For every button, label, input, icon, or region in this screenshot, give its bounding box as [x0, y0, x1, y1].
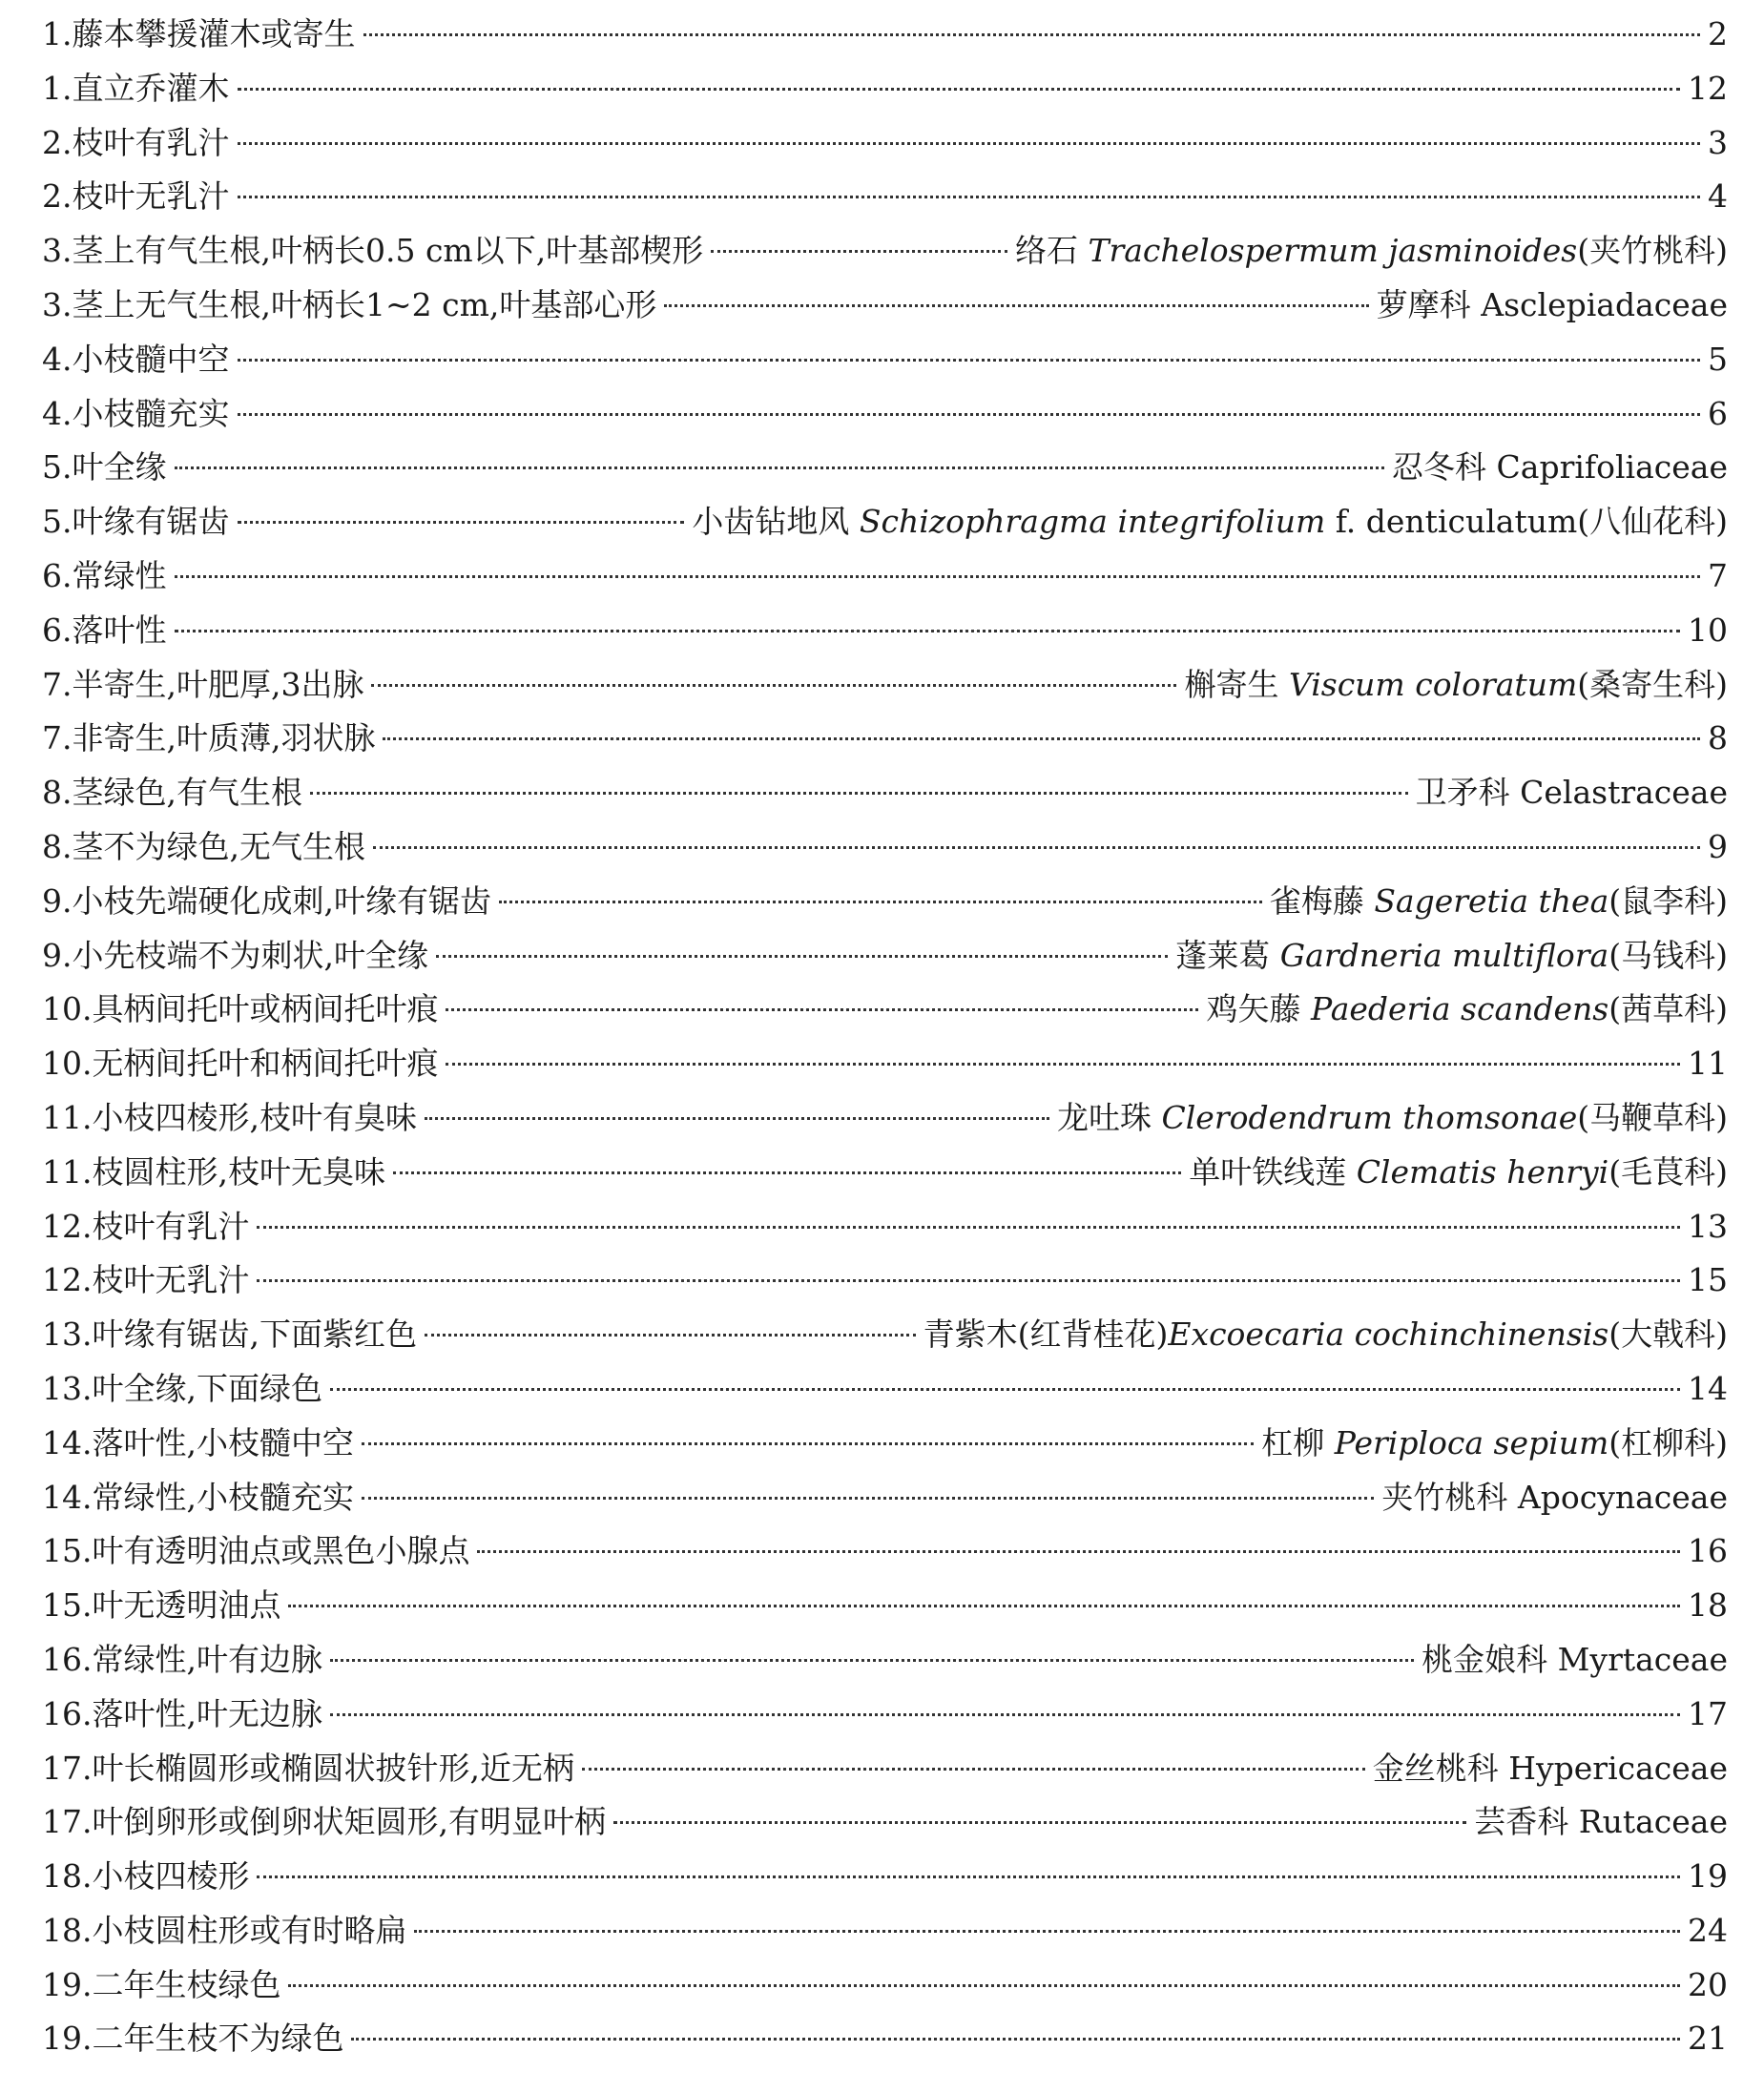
key-entry-target: [1708, 549, 1728, 604]
key-entry-target: [1688, 62, 1728, 116]
target-family-or-step: 17: [1688, 1694, 1728, 1732]
key-entry-description: 10.具柄间托叶或柄间托叶痕: [42, 990, 439, 1028]
dot-leader: [330, 1388, 1680, 1391]
key-entry-description: 18.小枝圆柱形或有时略扁: [42, 1911, 407, 1949]
key-entry-description: 8.茎绿色,有气生根: [42, 774, 302, 812]
dot-leader: [257, 1226, 1680, 1229]
target-common-name: 鸡矢藤: [1206, 990, 1311, 1028]
key-entry-target: [1688, 1200, 1728, 1254]
key-entry: [42, 1362, 1728, 1417]
key-entry: [42, 1091, 1728, 1146]
target-family-or-step: 3: [1708, 123, 1728, 161]
key-entry: [42, 1200, 1728, 1254]
key-entry-description: 19.二年生枝绿色: [42, 1965, 281, 2003]
target-family-or-step: 21: [1688, 2020, 1728, 2058]
key-entry: [42, 279, 1728, 333]
target-family-or-step: 10: [1688, 611, 1728, 649]
key-entry-target: [1688, 1524, 1728, 1579]
key-entry: [42, 1308, 1728, 1362]
target-family-or-step: (马钱科): [1608, 936, 1728, 974]
key-entry-target: [1474, 1795, 1728, 1850]
target-family-or-step: (杠柳科): [1608, 1423, 1728, 1461]
key-entry-description: 13.叶缘有锯齿,下面紫红色: [42, 1316, 417, 1354]
key-entry-description: 14.落叶性,小枝髓中空: [42, 1423, 354, 1461]
key-entry-target: [1708, 387, 1728, 442]
dot-leader: [613, 1821, 1466, 1824]
key-entry-target: [1373, 1742, 1728, 1796]
target-family-or-step: 芸香科 Rutaceae: [1474, 1803, 1728, 1841]
target-common-name: 蓬莱葛: [1175, 936, 1280, 974]
key-entry: [42, 224, 1728, 279]
identification-key-page: [0, 8, 1764, 2093]
key-entry-description: 18.小枝四棱形: [42, 1857, 250, 1896]
target-family-or-step: 夹竹桃科 Apocynaceae: [1381, 1478, 1728, 1516]
dot-leader: [175, 630, 1681, 632]
target-scientific-name: Periploca sepium: [1334, 1423, 1609, 1461]
key-entry: [42, 441, 1728, 495]
key-entry: [42, 1633, 1728, 1688]
dot-leader: [238, 413, 1701, 416]
target-family-or-step: 忍冬科 Caprifoliaceae: [1392, 448, 1728, 487]
key-entry: [42, 1146, 1728, 1200]
key-entry-description: 16.常绿性,叶有边脉: [42, 1640, 322, 1678]
dot-leader: [373, 846, 1700, 849]
key-entry-description: 6.常绿性: [42, 556, 167, 594]
dot-leader: [362, 1497, 1374, 1500]
key-list: [42, 8, 1728, 2066]
key-entry: [42, 983, 1728, 1037]
key-entry-description: 15.叶无透明油点: [42, 1586, 281, 1625]
key-entry: [42, 1471, 1728, 1525]
key-entry-target: [1184, 658, 1728, 713]
target-family-or-step: 13: [1688, 1207, 1728, 1245]
key-entry-description: 14.常绿性,小枝髓充实: [42, 1478, 354, 1516]
key-entry-description: 2.枝叶有乳汁: [42, 123, 230, 161]
key-entry-description: 10.无柄间托叶和柄间托叶痕: [42, 1045, 439, 1083]
target-common-name: 青紫木(红背桂花): [923, 1316, 1169, 1354]
target-common-name: 小齿钻地风: [692, 503, 860, 541]
key-entry-description: 12.枝叶有乳汁: [42, 1207, 250, 1245]
target-family-or-step: 19: [1688, 1857, 1728, 1896]
target-scientific-name: Sageretia thea: [1374, 881, 1609, 920]
key-entry-description: 17.叶长椭圆形或椭圆状披针形,近无柄: [42, 1749, 574, 1787]
key-entry: [42, 8, 1728, 62]
target-common-name: 龙吐珠: [1056, 1098, 1162, 1136]
key-entry-target: [924, 1308, 1728, 1362]
dot-leader: [175, 575, 1701, 578]
dot-leader: [257, 1279, 1680, 1282]
key-entry: [42, 116, 1728, 171]
key-entry-target: [1270, 875, 1728, 929]
key-entry-target: [1422, 1633, 1728, 1688]
key-entry-target: [1688, 1254, 1728, 1308]
target-family-or-step: 15: [1688, 1261, 1728, 1299]
target-family-or-step: 金丝桃科 Hypericaceae: [1372, 1749, 1728, 1787]
target-family-or-step: 桃金娘科 Myrtaceae: [1422, 1640, 1728, 1678]
key-entry-description: 8.茎不为绿色,无气生根: [42, 827, 365, 865]
target-family-or-step: (毛茛科): [1608, 1152, 1728, 1191]
target-scientific-name: Clematis henryi: [1356, 1152, 1609, 1191]
dot-leader: [363, 33, 1701, 36]
target-family-or-step: 4: [1708, 177, 1728, 216]
target-family-or-step: 11: [1688, 1045, 1728, 1083]
target-family-or-step: 6: [1708, 394, 1728, 432]
key-entry: [42, 333, 1728, 387]
key-entry-description: 1.直立乔灌木: [42, 69, 230, 107]
key-entry: [42, 875, 1728, 929]
target-family-or-step: 14: [1688, 1369, 1728, 1407]
target-scientific-name: Schizophragma integrifolium: [859, 503, 1326, 541]
key-entry: [42, 1524, 1728, 1579]
dot-leader: [425, 1334, 916, 1337]
dot-leader: [362, 1442, 1254, 1445]
key-entry-description: 19.二年生枝不为绿色: [42, 2020, 344, 2058]
key-entry: [42, 62, 1728, 116]
key-entry-target: [1688, 2012, 1728, 2066]
key-entry-target: [1688, 1362, 1728, 1417]
key-entry-target: [1057, 1091, 1728, 1146]
dot-leader: [238, 521, 685, 524]
key-entry-description: 17.叶倒卵形或倒卵状矩圆形,有明显叶柄: [42, 1803, 606, 1841]
dot-leader: [238, 359, 1701, 362]
target-common-name: 槲寄生: [1184, 665, 1289, 703]
key-entry: [42, 1904, 1728, 1958]
dot-leader: [238, 196, 1701, 198]
key-entry-description: 15.叶有透明油点或黑色小腺点: [42, 1532, 470, 1570]
key-entry-description: 7.半寄生,叶肥厚,3出脉: [42, 665, 364, 703]
key-entry-target: [1688, 604, 1728, 658]
key-entry-target: [1175, 929, 1728, 984]
key-entry-target: [1688, 1904, 1728, 1958]
key-entry: [42, 712, 1728, 766]
key-entry-target: [1688, 1579, 1728, 1633]
key-entry-target: [1708, 712, 1728, 766]
key-entry: [42, 1417, 1728, 1471]
key-entry-description: 7.非寄生,叶质薄,羽状脉: [42, 719, 376, 757]
key-entry-target: [1688, 1958, 1728, 2013]
dot-leader: [582, 1768, 1365, 1771]
target-family-or-step: (马鞭草科): [1577, 1098, 1728, 1136]
dot-leader: [499, 901, 1262, 903]
dot-leader: [446, 1063, 1680, 1066]
target-common-name: 络石: [1014, 232, 1089, 270]
target-family-or-step: 16: [1688, 1532, 1728, 1570]
key-entry-target: [1688, 1850, 1728, 1904]
target-family-or-step: (大戟科): [1608, 1316, 1728, 1354]
target-scientific-name: Viscum coloratum: [1288, 665, 1578, 703]
target-family-or-step: (桑寄生科): [1577, 665, 1728, 703]
target-family-or-step: 8: [1708, 719, 1728, 757]
dot-leader: [238, 142, 1701, 145]
target-family-or-step: (茜草科): [1608, 990, 1728, 1028]
key-entry-description: 11.小枝四棱形,枝叶有臭味: [42, 1098, 417, 1136]
key-entry-target: [1708, 116, 1728, 171]
target-family-or-step: 5: [1708, 340, 1728, 378]
dot-leader: [383, 737, 1700, 740]
dot-leader: [436, 955, 1168, 958]
key-entry-description: 3.茎上无气生根,叶柄长1~2 cm,叶基部心形: [42, 285, 657, 323]
target-scientific-name: Excoecaria cochinchinensis: [1168, 1316, 1609, 1354]
key-entry: [42, 549, 1728, 604]
dot-leader: [257, 1875, 1680, 1878]
key-entry-description: 16.落叶性,叶无边脉: [42, 1694, 322, 1732]
key-entry-description: 9.小枝先端硬化成刺,叶缘有锯齿: [42, 881, 491, 920]
key-entry-description: 4.小枝髓充实: [42, 394, 230, 432]
dot-leader: [711, 250, 1007, 253]
target-family-or-step: (鼠李科): [1608, 881, 1728, 920]
key-entry-target: [1708, 8, 1728, 62]
key-entry: [42, 1795, 1728, 1850]
target-family-or-step: 18: [1688, 1586, 1728, 1625]
target-family-or-step: 20: [1688, 1965, 1728, 2003]
key-entry-description: 12.枝叶无乳汁: [42, 1261, 250, 1299]
dot-leader: [310, 792, 1408, 795]
key-entry-target: [1261, 1417, 1728, 1471]
key-entry-description: 2.枝叶无乳汁: [42, 177, 230, 216]
target-family-or-step: (夹竹桃科): [1577, 232, 1728, 270]
key-entry: [42, 1742, 1728, 1796]
key-entry: [42, 1958, 1728, 2013]
dot-leader: [288, 1605, 1680, 1607]
dot-leader: [288, 1984, 1680, 1987]
dot-leader: [414, 1930, 1680, 1933]
key-entry: [42, 2012, 1728, 2066]
dot-leader: [330, 1713, 1680, 1716]
target-scientific-name: Paederia scandens: [1310, 990, 1609, 1028]
key-entry-target: [1189, 1146, 1728, 1200]
key-entry-description: 9.小先枝端不为刺状,叶全缘: [42, 936, 428, 974]
key-entry-target: [1688, 1688, 1728, 1742]
target-family-or-step: 萝摩科 Asclepiadaceae: [1376, 285, 1728, 323]
key-entry: [42, 1579, 1728, 1633]
dot-leader: [446, 1008, 1198, 1011]
key-entry-description: 6.落叶性: [42, 611, 167, 649]
key-entry-target: [692, 495, 1728, 549]
target-scientific-name: Gardneria multiflora: [1279, 936, 1609, 974]
key-entry: [42, 170, 1728, 224]
target-scientific-name: Trachelospermum jasminoides: [1088, 232, 1578, 270]
key-entry-description: 4.小枝髓中空: [42, 340, 230, 378]
target-family-or-step: f. denticulatum(八仙花科): [1325, 503, 1728, 541]
key-entry: [42, 766, 1728, 820]
key-entry: [42, 1037, 1728, 1091]
key-entry-description: 5.叶缘有锯齿: [42, 503, 230, 541]
key-entry-target: [1381, 1471, 1728, 1525]
key-entry-target: [1206, 983, 1728, 1037]
target-family-or-step: 12: [1688, 69, 1728, 107]
target-common-name: 单叶铁线莲: [1189, 1152, 1357, 1191]
key-entry-description: 5.叶全缘: [42, 448, 167, 487]
target-family-or-step: 2: [1708, 15, 1728, 52]
dot-leader: [393, 1171, 1181, 1174]
key-entry: [42, 1688, 1728, 1742]
dot-leader: [425, 1117, 1049, 1120]
key-entry-target: [1688, 1037, 1728, 1091]
target-family-or-step: 卫矛科 Celastraceae: [1415, 774, 1728, 812]
key-entry: [42, 387, 1728, 442]
key-entry-target: [1416, 766, 1728, 820]
key-entry: [42, 495, 1728, 549]
dot-leader: [477, 1550, 1680, 1553]
key-entry: [42, 1254, 1728, 1308]
target-family-or-step: 24: [1688, 1911, 1728, 1949]
key-entry-description: 11.枝圆柱形,枝叶无臭味: [42, 1152, 385, 1191]
key-entry-description: 1.藤本攀援灌木或寄生: [42, 15, 356, 52]
target-family-or-step: 9: [1708, 827, 1728, 865]
key-entry: [42, 1850, 1728, 1904]
dot-leader: [330, 1659, 1414, 1662]
dot-leader: [175, 466, 1385, 469]
target-common-name: 雀梅藤: [1269, 881, 1375, 920]
key-entry-description: 13.叶全缘,下面绿色: [42, 1369, 322, 1407]
key-entry-target: [1392, 441, 1728, 495]
target-family-or-step: 7: [1708, 556, 1728, 594]
key-entry: [42, 658, 1728, 713]
dot-leader: [664, 304, 1368, 307]
key-entry: [42, 929, 1728, 984]
target-scientific-name: Clerodendrum thomsonae: [1161, 1098, 1578, 1136]
target-common-name: 杠柳: [1261, 1423, 1335, 1461]
key-entry: [42, 604, 1728, 658]
dot-leader: [238, 88, 1681, 91]
key-entry-target: [1015, 224, 1728, 279]
dot-leader: [351, 2038, 1680, 2041]
key-entry-target: [1708, 333, 1728, 387]
key-entry-target: [1377, 279, 1728, 333]
key-entry-description: 3.茎上有气生根,叶柄长0.5 cm以下,叶基部楔形: [42, 232, 704, 270]
key-entry: [42, 820, 1728, 875]
dot-leader: [371, 684, 1176, 687]
key-entry-target: [1708, 170, 1728, 224]
key-entry-target: [1708, 820, 1728, 875]
